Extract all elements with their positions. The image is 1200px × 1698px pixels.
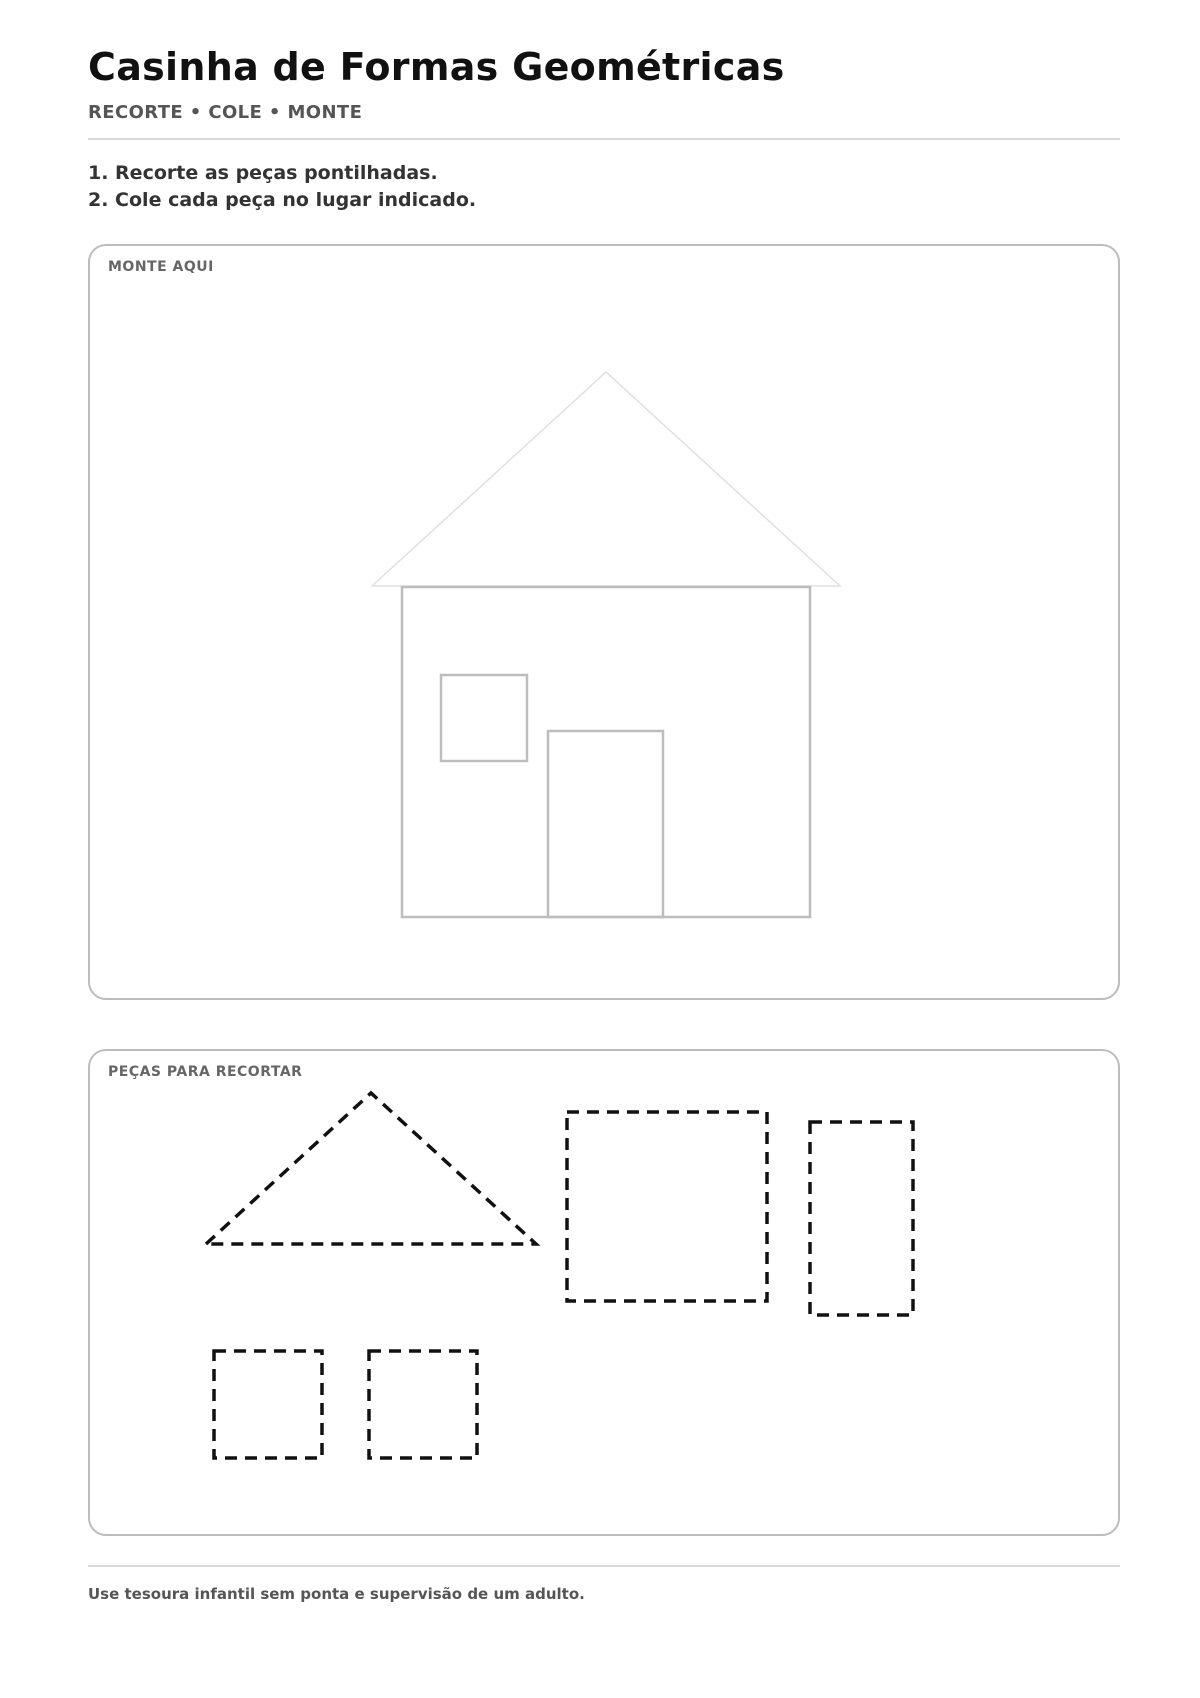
assembly-panel-label: MONTE AQUI [108,259,214,275]
door-outline [548,731,663,917]
header-divider [88,138,1120,140]
instructions-list [88,160,476,214]
instruction-step-2: 2. Cole cada peça no lugar indicado. [88,189,477,211]
door-rectangle-piece [810,1122,913,1315]
safety-note: Use tesoura infantil sem ponta e supervisão de um adulto. [88,1585,585,1603]
footer-divider [88,1565,1120,1567]
house-body-outline [402,587,810,917]
instruction-step-1: 1. Recorte as peças pontilhadas. [88,162,438,184]
cutout-pieces-panel [88,1049,1120,1536]
page-title: Casinha de Formas Geométricas [88,45,785,89]
window-square-piece [214,1351,322,1458]
house-outline-drawing [90,246,1118,998]
house-body-square-piece [567,1112,767,1301]
roof-triangle-piece [206,1093,536,1244]
window-outline [441,675,527,761]
extra-square-piece [369,1351,477,1458]
page-subtitle: RECORTE • COLE • MONTE [88,102,363,123]
cutout-pieces-drawing [90,1051,1118,1534]
pieces-panel-label: PEÇAS PARA RECORTAR [108,1064,303,1080]
assembly-panel [88,244,1120,1000]
roof-outline [372,372,840,586]
